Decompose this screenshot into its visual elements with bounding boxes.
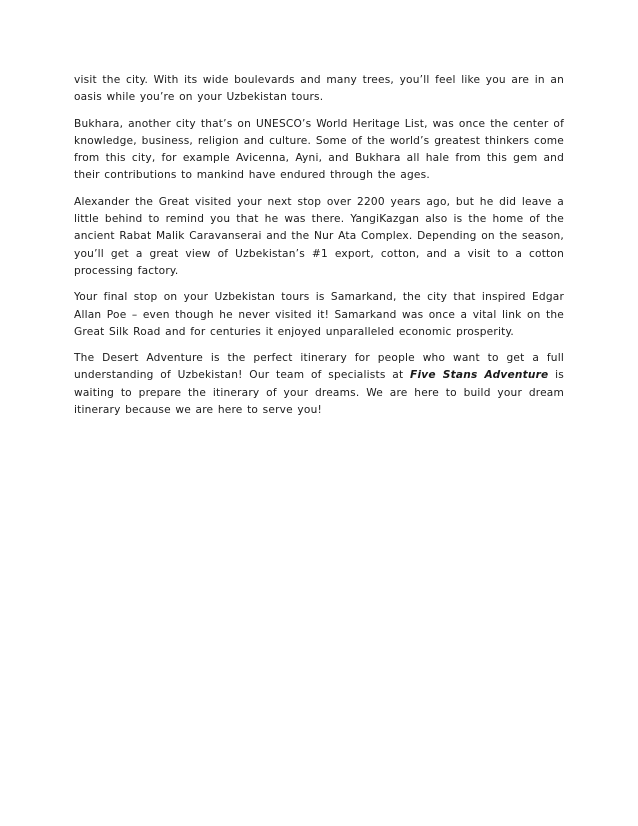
document-page: [74, 72, 564, 428]
closing-text-after: is waiting to prepare the itinerary of your dreams. We are here to build your dream itinerary because we are here to serve you!: [74, 369, 564, 417]
company-name: Five Stans Adventure: [410, 369, 549, 382]
paragraph-closing: [74, 350, 564, 419]
closing-text-before: The Desert Adventure is the perfect itinerary for people who want to get a full understanding of Uzbekistan! Our team of specialists at: [74, 352, 564, 382]
paragraph-yangikazgan: Alexander the Great visited your next stop over 2200 years ago, but he did leave a little behind to remind you that he was there. YangiKazgan also is the home of the ancient Rabat Malik Caravanserai and the Nur Ata Complex. Depending on the season, you’ll get a great view of Uzbekistan’s #1 export, cotton, and a visit to a cotton processing factory.: [74, 195, 564, 277]
paragraph-tashkent-oasis: visit the city. With its wide boulevards and many trees, you’ll feel like you are in an oasis while you’re on your Uzbekistan tours.: [74, 74, 564, 104]
paragraph-samarkand: Your final stop on your Uzbekistan tours is Samarkand, the city that inspired Edgar Allan Poe – even though he never visited it! Samarkand was once a vital link on the Great Silk Road and for centuries it enjoyed unparalleled economic prosperity.: [74, 291, 564, 338]
paragraph-bukhara: Bukhara, another city that’s on UNESCO’s World Heritage List, was once the center of knowledge, business, religion and culture. Some of the world’s greatest thinkers come from this city, for example Avicenna, Ayni, and Bukhara all hale from this gem and their contributions to mankind have endured through the ages.: [74, 117, 564, 182]
